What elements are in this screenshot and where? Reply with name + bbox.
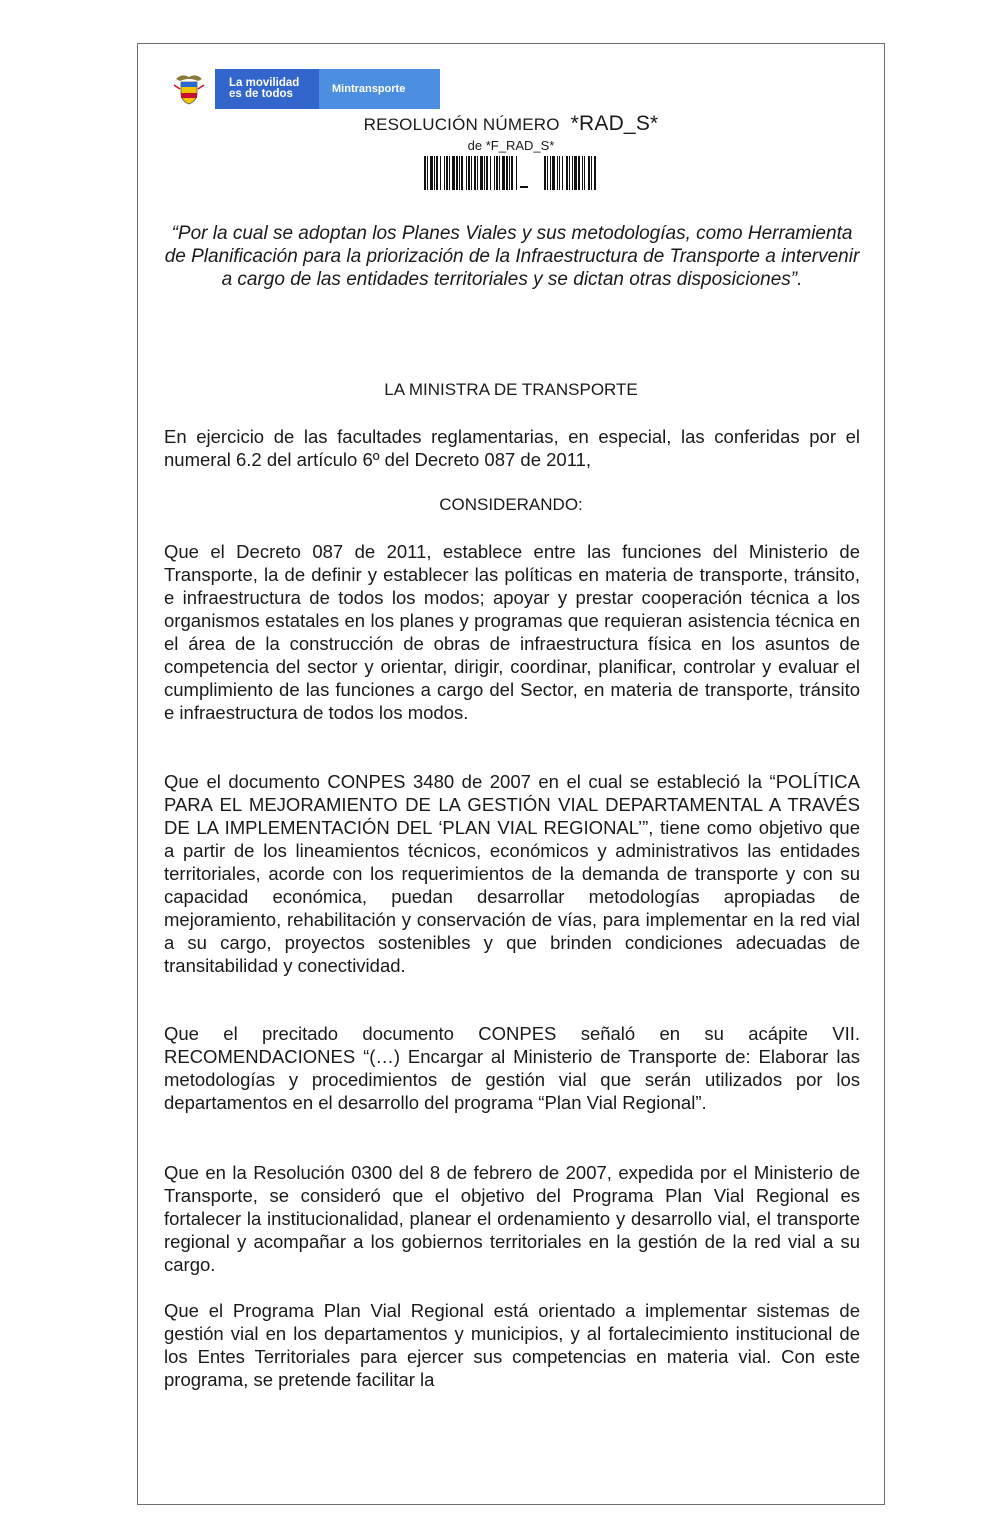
considerando-paragraph: Que el precitado documento CONPES señaló en su acápite VII. RECOMENDACIONES “(…) Encargar al Ministerio de Transporte de: Elaborar las metodologías y procedimientos de gestión vial que serán utilizados por los departamentos en el desarrollo del programa “Plan Vial Regional”. <box>164 1023 860 1113</box>
logo-slogan-line2: es de todos <box>229 88 293 100</box>
resolution-label: RESOLUCIÓN NÚMERO <box>363 115 560 134</box>
resolution-title: “Por la cual se adoptan los Planes Viales y sus metodologías, como Herramienta de Planificación para la priorización de la Infraestructura de Transporte a intervenir a cargo de las entidades territoriales y se dictan otras disposiciones”. <box>164 223 860 290</box>
logo-brand: Mintransporte <box>319 69 440 109</box>
document-page <box>137 43 885 1505</box>
considerando-paragraph: Que el Programa Plan Vial Regional está orientado a implementar sistemas de gestión vial en los departamentos y municipios, y al fortalecimiento institucional de los Entes Territoriales para ejercer sus competencias en materia vial. Con este programa, se pretende facilitar la <box>164 1300 860 1390</box>
coat-of-arms-icon <box>163 69 215 109</box>
authority-heading: LA MINISTRA DE TRANSPORTE <box>384 380 638 399</box>
resolution-date: de *F_RAD_S* <box>467 138 555 153</box>
resolution-heading <box>138 112 884 136</box>
resolution-number: *RAD_S* <box>570 112 659 135</box>
considerando-paragraph: Que el Decreto 087 de 2011, establece entre las funciones del Ministerio de Transporte, la de definir y establecer las políticas en materia de transporte, tránsito, e infraestructura de todos los modos; apoyar y prestar cooperación técnica a los organismos estatales en los planes y programas que requieran asistencia técnica en el área de la construcción de obras de infraestructura física en los asuntos de competencia del sector y orientar, dirigir, coordinar, planificar, controlar y evaluar el cumplimiento de las funciones a cargo del Sector, en materia de transporte, tránsito e infraestructura de todos los modos. <box>164 541 860 723</box>
considerando-paragraph: Que en la Resolución 0300 del 8 de febrero de 2007, expedida por el Ministerio de Transporte, se consideró que el objetivo del Programa Plan Vial Regional es fortalecer la institucionalidad, planear el ordenamiento y desarrollo vial, el transporte regional y acompañar a los gobiernos territoriales en la gestión de la red vial a su cargo. <box>164 1162 860 1275</box>
ministry-logo <box>163 69 440 109</box>
considerando-paragraph: Que el documento CONPES 3480 de 2007 en el cual se estableció la “POLÍTICA PARA EL MEJORAMIENTO DE LA GESTIÓN VIAL DEPARTAMENTAL A TRAVÉS DE LA IMPLEMENTACIÓN DEL ‘PLAN VIAL REGIONAL’”, tiene como objetivo que a partir de los lineamientos técnicos, económicos y administrativos las entidades territoriales, acorde con los requerimientos de la demanda de transporte y con su capacidad económica, puedan desarrollar metodologías apropiadas de mejoramiento, rehabilitación y conservación de vías, para implementar en la red vial a su cargo, proyectos sostenibles y que brinden condiciones adecuadas de transitabilidad y conectividad. <box>164 771 860 976</box>
logo-slogan <box>215 69 319 109</box>
considerando-heading: CONSIDERANDO: <box>439 495 583 514</box>
logo-slogan-line1: La movilidad <box>229 77 300 89</box>
barcode <box>424 156 596 190</box>
preamble-paragraph: En ejercicio de las facultades reglamentarias, en especial, las conferidas por el numeral 6.2 del artículo 6º del Decreto 087 de 2011, <box>164 426 860 470</box>
